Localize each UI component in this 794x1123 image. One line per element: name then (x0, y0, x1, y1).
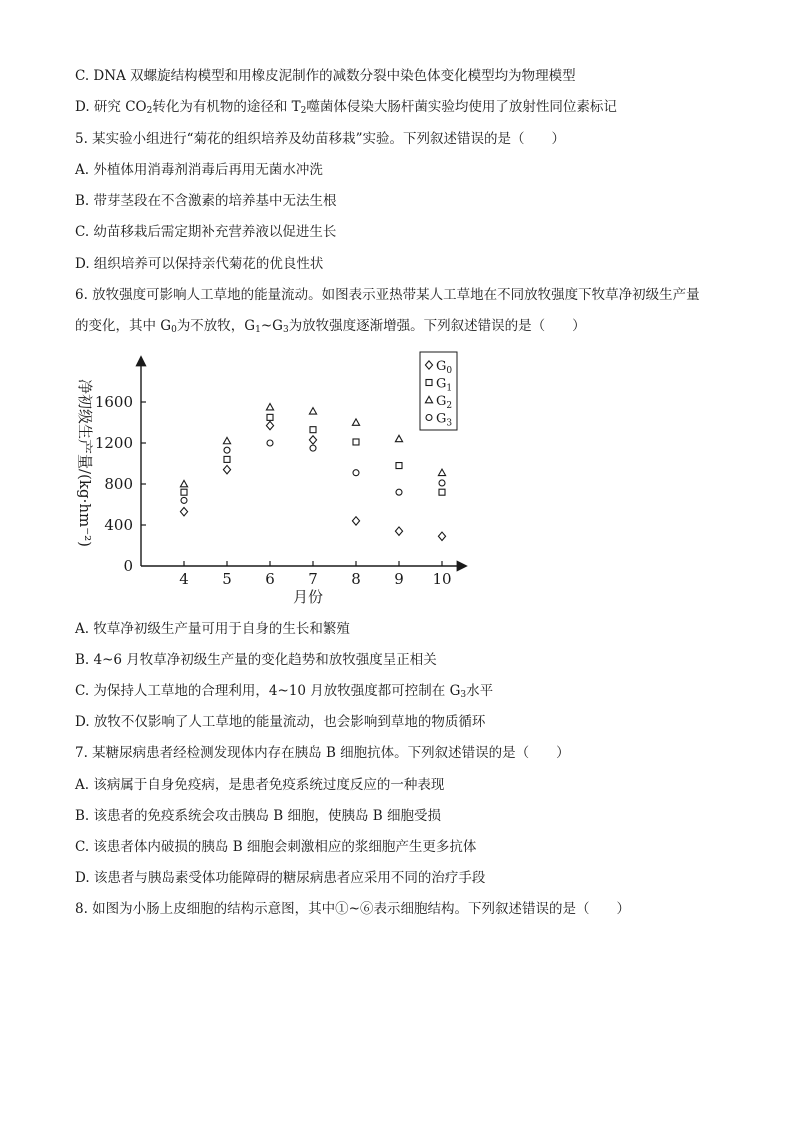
q6-option-c (75, 681, 755, 701)
data-point-circle (396, 489, 402, 495)
q6-stem-part: 为不放牧，G (176, 318, 256, 334)
q5-option-d: D. 组织培养可以保持亲代菊花的优良性状 (75, 256, 324, 272)
y-tick-label: 0 (123, 557, 133, 575)
data-point-triangle (266, 404, 273, 410)
subscript: 2 (300, 106, 307, 116)
q6-stem-line1: 6. 放牧强度可影响人工草地的能量流动。如图表示亚热带某人工草地在不同放牧强度下牧草净初级生产量 (75, 287, 700, 303)
data-point-square (181, 489, 187, 495)
data-point-triangle (223, 437, 230, 443)
q6-option-c-part2: 水平 (466, 683, 494, 699)
legend-label: $G_1$ (436, 376, 453, 394)
q6-option-c-part1: C. 为保持人工草地的合理利用，4~10 月放牧强度都可控制在 G (75, 683, 461, 699)
x-axis-label: 月份 (292, 588, 324, 606)
q4-option-d (75, 97, 755, 117)
q6-stem-part: 的变化，其中 G (75, 318, 172, 334)
q7-stem: 7. 某糖尿病患者经检测发现体内存在胰岛 B 细胞抗体。下列叙述错误的是（ ） (75, 745, 570, 761)
q6-stem-part: ~G (260, 318, 283, 334)
x-tick-label: 4 (179, 570, 189, 588)
x-tick-label: 5 (222, 570, 232, 588)
x-tick-group (179, 561, 451, 588)
data-point-circle (353, 470, 359, 476)
data-point-square (439, 489, 445, 495)
legend-label: $G_0$ (436, 359, 453, 376)
q7-option-a: A. 该病属于自身免疫病，是患者免疫系统过度反应的一种表现 (75, 777, 445, 793)
data-point-square (396, 463, 402, 469)
q6-stem-part: 为放牧强度逐渐增强。下列叙述错误的是（ ） (288, 318, 586, 334)
data-point-square (310, 427, 316, 433)
subscript: 3 (460, 690, 467, 700)
legend (420, 352, 457, 430)
data-point-circle (439, 480, 445, 486)
data-point-diamond (395, 527, 402, 535)
y-tick-label: 400 (104, 516, 133, 534)
data-point-circle (181, 497, 187, 503)
y-tick-label: 1200 (94, 434, 133, 452)
subscript: 0 (171, 325, 177, 335)
q5-stem: 5. 某实验小组进行“菊花的组织培养及幼苗移栽”实验。下列叙述错误的是（ ） (75, 131, 565, 147)
q7-option-b: B. 该患者的免疫系统会攻击胰岛 B 细胞，使胰岛 B 细胞受损 (75, 808, 442, 824)
q4-option-d-part1: D. 研究 CO (75, 99, 147, 115)
data-point-diamond (309, 436, 316, 444)
y-tick-label: 800 (104, 475, 133, 493)
data-point-diamond (223, 465, 230, 473)
data-point-triangle (395, 435, 402, 441)
data-point-group (180, 404, 445, 541)
y-tick-label: 1600 (94, 393, 133, 411)
data-point-square (224, 456, 230, 462)
data-point-diamond (266, 421, 273, 429)
data-point-diamond (438, 532, 445, 540)
q4-option-d-part3: 噬菌体侵染大肠杆菌实验均使用了放射性同位素标记 (306, 99, 617, 115)
x-tick-label: 7 (308, 570, 318, 588)
q7-option-d: D. 该患者与胰岛素受体功能障碍的糖尿病患者应采用不同的治疗手段 (75, 870, 486, 886)
q4-option-d-part2: 转化为有机物的途径和 T (152, 99, 301, 115)
data-point-triangle (438, 469, 445, 475)
q6-option-b: B. 4~6 月牧草净初级生产量的变化趋势和放牧强度呈正相关 (75, 652, 437, 668)
q4-option-c (75, 66, 755, 86)
data-point-circle (267, 440, 273, 446)
npp-scatter-chart (60, 348, 480, 613)
y-axis-label: 净初级生产量/(kg·hm⁻²) (76, 378, 94, 548)
data-point-diamond (352, 517, 359, 525)
q5-option-a: A. 外植体用消毒剂消毒后再用无菌水冲洗 (75, 162, 323, 178)
data-point-triangle (180, 480, 187, 486)
q4-option-c-text: C. DNA 双螺旋结构模型和用橡皮泥制作的减数分裂中染色体变化模型均为物理模型 (75, 68, 576, 84)
x-tick-label: 9 (394, 570, 404, 588)
legend-marker-circle (426, 415, 432, 421)
subscript: 1 (255, 325, 261, 335)
y-tick-group (95, 393, 146, 575)
legend-marker-square (426, 380, 432, 386)
x-tick-label: 10 (432, 570, 452, 588)
subscript: 2 (146, 106, 153, 116)
data-point-diamond (180, 507, 187, 515)
legend-label: $G_2$ (436, 394, 453, 411)
x-tick-label: 8 (351, 570, 361, 588)
q6-option-a: A. 牧草净初级生产量可用于自身的生长和繁殖 (75, 621, 350, 637)
data-point-triangle (352, 419, 359, 425)
data-point-square (267, 414, 273, 420)
q7-option-c: C. 该患者体内破损的胰岛 B 细胞会刺激相应的浆细胞产生更多抗体 (75, 839, 477, 855)
data-point-square (353, 439, 359, 445)
q6-option-d: D. 放牧不仅影响了人工草地的能量流动，也会影响到草地的物质循环 (75, 714, 486, 730)
x-tick-label: 6 (265, 570, 275, 588)
legend-label: $G_3$ (436, 411, 453, 429)
q5-option-b: B. 带芽茎段在不含激素的培养基中无法生根 (75, 193, 337, 209)
data-point-circle (224, 447, 230, 453)
q6-stem-line2 (75, 316, 755, 336)
data-point-triangle (309, 408, 316, 414)
data-point-circle (310, 445, 316, 451)
subscript: 3 (282, 325, 289, 335)
q5-option-c: C. 幼苗移栽后需定期补充营养液以促进生长 (75, 224, 337, 240)
q8-stem: 8. 如图为小肠上皮细胞的结构示意图，其中①~⑥表示细胞结构。下列叙述错误的是（ ） (75, 901, 630, 917)
